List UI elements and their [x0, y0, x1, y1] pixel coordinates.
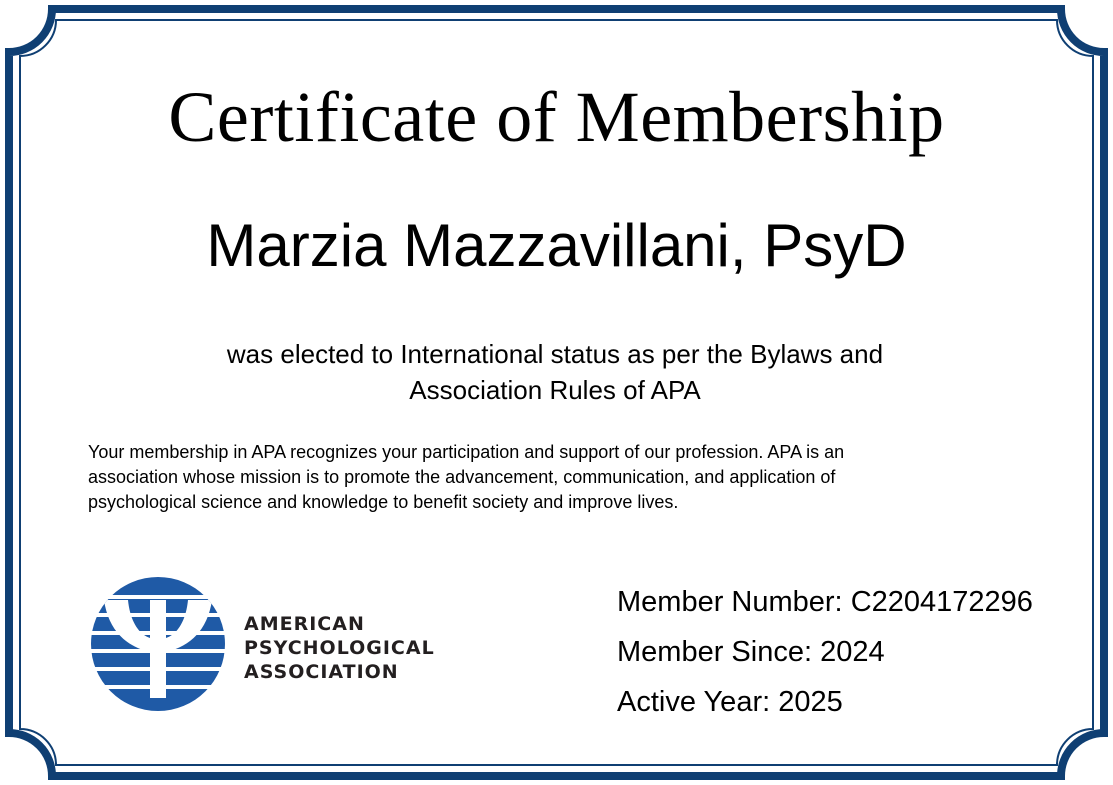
elected-statement-line: Association Rules of APA: [409, 375, 701, 405]
organization-name-line: ASSOCIATION: [244, 661, 399, 683]
member-since-row: [617, 627, 1033, 677]
certificate-title: Certificate of Membership: [168, 77, 945, 157]
member-since-value: 2024: [820, 636, 885, 668]
organization-name: [244, 612, 435, 684]
elected-statement-line: was elected to International status as per the Bylaws and: [226, 339, 884, 369]
apa-psi-logo-icon: [90, 576, 226, 712]
member-name: Marzia Mazzavillani, PsyD: [206, 212, 907, 279]
active-year-row: [617, 677, 1033, 727]
active-year-label: Active Year:: [617, 686, 771, 718]
mission-line: psychological science and knowledge to benefit society and improve lives.: [88, 492, 679, 512]
membership-details: [617, 577, 1033, 727]
mission-paragraph: [88, 440, 1028, 515]
mission-line: Your membership in APA recognizes your participation and support of our profession. APA is an: [88, 442, 845, 462]
member-number-row: [617, 577, 1033, 627]
mission-line: association whose mission is to promote the advancement, communication, and application of: [88, 467, 836, 487]
active-year-value: 2025: [778, 686, 843, 718]
organization-name-line: AMERICAN: [244, 613, 365, 635]
organization-name-line: PSYCHOLOGICAL: [244, 637, 435, 659]
member-number-value: C2204172296: [850, 586, 1033, 618]
member-number-label: Member Number:: [617, 586, 843, 618]
elected-statement: [140, 336, 970, 408]
member-since-label: Member Since:: [617, 636, 813, 668]
